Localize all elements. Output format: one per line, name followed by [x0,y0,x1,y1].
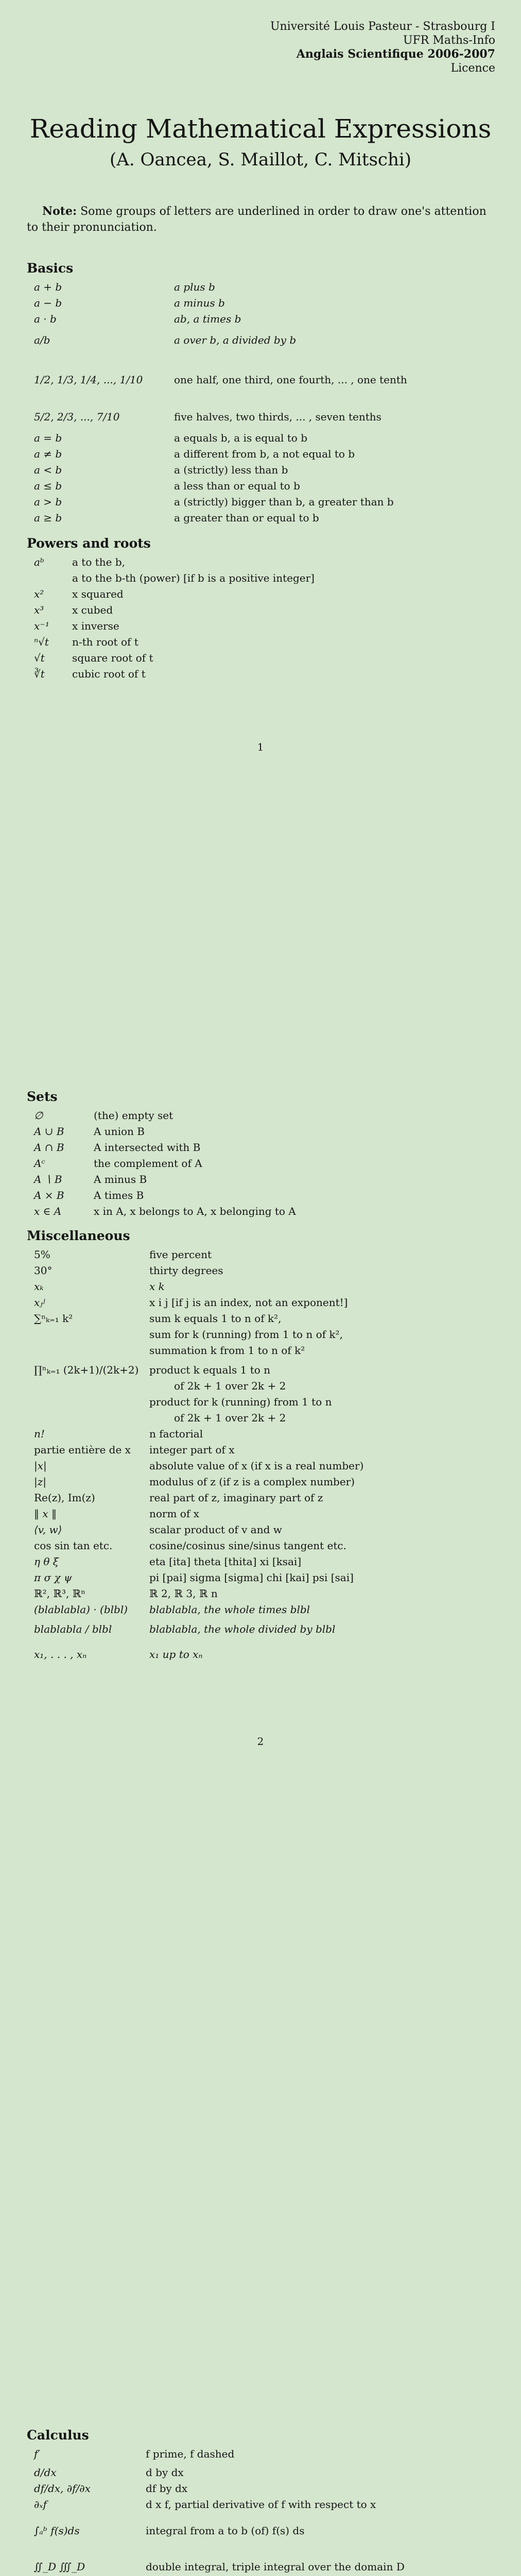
misc-reading: absolute value of x (if x is a real number) [149,1460,364,1472]
misc-expr: xₖ [34,1280,44,1293]
misc-expr: blablabla / blbl [34,1623,112,1635]
header-level: Licence [450,62,495,75]
basics-expr: a = b [34,432,62,444]
powers-reading: a to the b, [72,556,125,568]
powers-reading: a to the b-th (power) [if b is a positive integer] [72,572,315,584]
calculus-expr: d/dx [34,2466,57,2479]
misc-reading: of 2k + 1 over 2k + 2 [174,1380,286,1392]
powers-expr: x² [34,588,44,600]
basics-reading: a over b, a divided by b [174,334,297,346]
misc-expr: ‖ x ‖ [34,1507,57,1520]
calculus-reading: f prime, f dashed [146,2448,235,2460]
calculus-reading: double integral, triple integral over the domain D [146,2561,405,2573]
basics-expr: a ≥ b [34,512,62,524]
misc-reading: scalar product of v and w [149,1523,282,1536]
page-1 [0,0,521,1025]
sets-reading: A intersected with B [94,1141,201,1154]
powers-reading: cubic root of t [72,668,146,680]
basics-reading: a less than or equal to b [174,480,300,492]
misc-reading: cosine/cosinus sine/sinus tangent etc. [149,1539,346,1552]
sets-reading: (the) empty set [94,1109,173,1122]
sets-reading: A times B [94,1189,144,1201]
section-heading-basics: Basics [27,261,74,276]
basics-expr: a < b [34,464,62,476]
powers-reading: n-th root of t [72,636,138,648]
page-number: 2 [257,1735,264,1748]
misc-expr: 30° [34,1264,53,1277]
misc-expr: 5% [34,1248,50,1261]
sets-reading: x in A, x belongs to A, x belonging to A [94,1205,296,1217]
document-title: Reading Mathematical Expressions [29,114,492,144]
basics-reading: a greater than or equal to b [174,512,319,524]
misc-reading: blablabla, the whole times blbl [149,1603,310,1616]
misc-expr: ℝ², ℝ³, ℝⁿ [34,1587,85,1600]
misc-reading: modulus of z (if z is a complex number) [149,1476,355,1488]
basics-expr: a ≠ b [34,448,62,460]
basics-expr: a · b [34,313,57,325]
misc-expr: cos sin tan etc. [34,1539,113,1552]
section-heading-misc: Miscellaneous [27,1228,130,1243]
powers-expr: ⁿ√t [34,636,49,648]
misc-reading: blablabla, the whole divided by blbl [149,1623,336,1635]
misc-reading: x i j [if j is an index, not an exponent!] [149,1296,348,1309]
calculus-expr: ∂ₓf [34,2498,47,2511]
powers-expr: x³ [34,604,44,616]
sets-expr: A ∖ B [34,1173,62,1185]
misc-expr: Re(z), Im(z) [34,1492,95,1504]
basics-expr: 5/2, 2/3, ..., 7/10 [34,411,120,423]
powers-reading: x inverse [72,620,119,632]
basics-reading: a (strictly) bigger than b, a greater than b [174,496,394,508]
misc-expr: |z| [34,1476,47,1488]
sets-expr: A ∩ B [34,1141,64,1154]
misc-reading: sum for k (running) from 1 to n of k², [149,1328,343,1341]
misc-expr: xⱼʲ [34,1296,45,1309]
misc-reading: product for k (running) from 1 to n [149,1396,332,1408]
misc-reading: real part of z, imaginary part of z [149,1492,323,1504]
sets-reading: A minus B [94,1173,147,1185]
header-ufr: UFR Maths-Info [403,34,495,47]
misc-reading: norm of x [149,1507,199,1520]
powers-reading: x cubed [72,604,113,616]
basics-expr: a > b [34,496,62,508]
basics-reading: a plus b [174,281,215,293]
misc-reading: summation k from 1 to n of k² [149,1344,305,1357]
note-label: Note: [42,205,77,218]
page-2 [0,1025,521,2050]
calculus-reading: integral from a to b (of) f(s) ds [146,2524,305,2537]
misc-expr: (blablabla) · (blbl) [34,1603,128,1616]
document-header [270,20,495,75]
powers-expr: aᵇ [34,556,44,568]
misc-expr: partie entière de x [34,1444,131,1456]
calculus-expr: ∬_D ∭_D [34,2561,85,2573]
basics-expr: a ≤ b [34,480,62,492]
misc-expr: ∑ⁿₖ₌₁ k² [34,1312,73,1325]
calculus-reading: d x f, partial derivative of f with respect to x [146,2498,376,2511]
section-heading-sets: Sets [27,1089,58,1104]
header-course: Anglais Scientifique 2006-2007 [296,47,495,61]
sets-reading: A union B [94,1125,145,1138]
document-authors: (A. Oancea, S. Maillot, C. Mitschi) [110,149,411,170]
powers-reading: square root of t [72,652,153,664]
basics-reading: five halves, two thirds, ... , seven tenths [174,411,381,423]
misc-expr: ⟨v, w⟩ [34,1523,62,1536]
sets-expr: A × B [34,1189,64,1201]
misc-reading: thirty degrees [149,1264,223,1277]
section-heading-powers: Powers and roots [27,536,151,551]
sets-expr: ∅ [34,1109,43,1122]
misc-reading: eta [ita] theta [thita] xi [ksai] [149,1555,302,1568]
misc-reading: x₁ up to xₙ [149,1648,203,1660]
misc-expr: n! [34,1428,45,1440]
sets-reading: the complement of A [94,1157,202,1170]
page-number: 1 [257,741,264,753]
basics-expr: a + b [34,281,62,293]
misc-reading: sum k equals 1 to n of k², [149,1312,282,1325]
misc-reading: integer part of x [149,1444,235,1456]
basics-reading: a equals b, a is equal to b [174,432,307,444]
calculus-expr: df/dx, ∂f/∂x [34,2482,91,2495]
sets-expr: x ∈ A [34,1205,62,1217]
misc-reading: product k equals 1 to n [149,1364,271,1376]
basics-reading: one half, one third, one fourth, ... , one tenth [174,374,407,386]
misc-reading: n factorial [149,1428,203,1440]
misc-reading: x k [149,1280,165,1293]
section-heading-calculus: Calculus [27,2428,89,2443]
powers-expr: √t [34,652,45,664]
calculus-reading: df by dx [146,2482,188,2495]
misc-expr: ∏ⁿₖ₌₁ (2k+1)/(2k+2) [34,1364,139,1376]
sets-expr: Aᶜ [34,1157,45,1170]
page-3 [0,2050,521,2576]
powers-expr: ∛t [34,668,45,680]
basics-expr: a − b [34,297,62,309]
header-university: Université Louis Pasteur - Strasbourg I [270,20,495,33]
calculus-reading: d by dx [146,2466,184,2479]
misc-reading: ℝ 2, ℝ 3, ℝ n [149,1587,218,1600]
misc-expr: |x| [34,1460,47,1472]
note-paragraph [27,204,495,235]
note-text: Some groups of letters are underlined in order to draw one's attention to their pronunciation. [27,205,487,234]
misc-expr: π σ χ ψ [34,1571,72,1584]
calculus-expr: ∫ₐᵇ f(s)ds [34,2524,80,2537]
calculus-expr: f′ [34,2448,40,2460]
basics-expr: 1/2, 1/3, 1/4, ..., 1/10 [34,374,143,386]
misc-expr: x₁, . . . , xₙ [34,1648,87,1660]
basics-reading: a (strictly) less than b [174,464,288,476]
basics-reading: a minus b [174,297,225,309]
misc-expr: η θ ξ [34,1555,59,1568]
misc-reading: of 2k + 1 over 2k + 2 [174,1412,286,1424]
sets-expr: A ∪ B [34,1125,64,1138]
basics-expr: a/b [34,334,50,346]
misc-reading: five percent [149,1248,212,1261]
basics-reading: a different from b, a not equal to b [174,448,355,460]
powers-reading: x squared [72,588,124,600]
powers-expr: x⁻¹ [34,620,49,632]
misc-reading: pi [pai] sigma [sigma] chi [kai] psi [sai] [149,1571,354,1584]
basics-reading: ab, a times b [174,313,241,325]
